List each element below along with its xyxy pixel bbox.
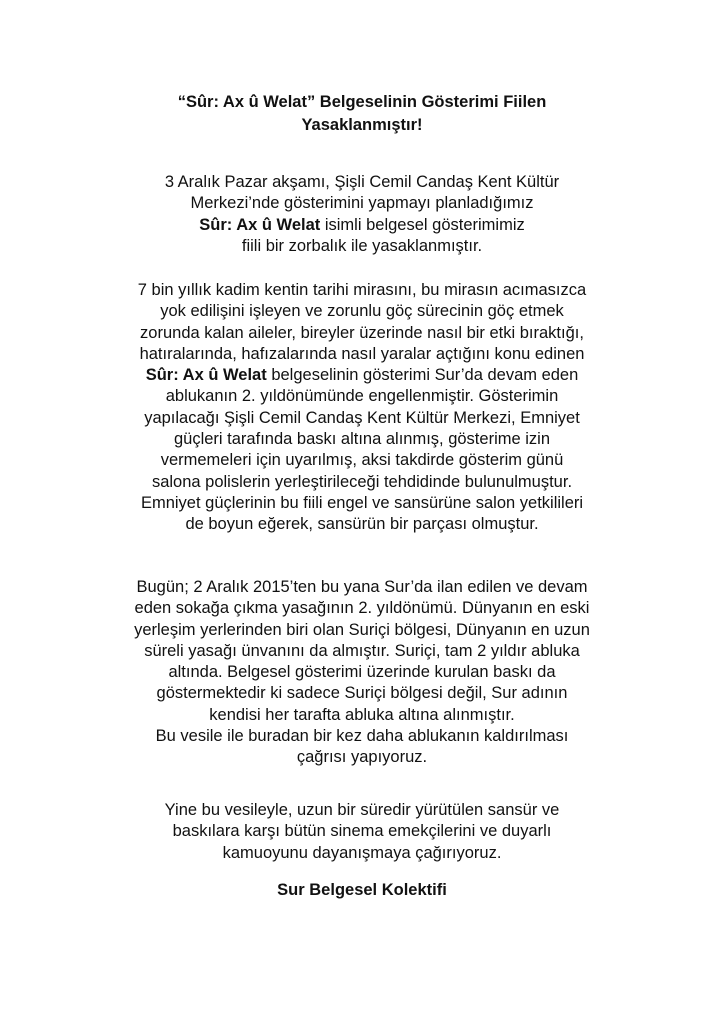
text-line: süreli yasağı ünvanını da almıştır. Suriçi, tam 2 yıldır abluka bbox=[144, 641, 580, 660]
text-line: çağrısı yapıyoruz. bbox=[296, 748, 428, 767]
text-line: zorunda kalan aileler, bireyler üzerinde nasıl bir etki bıraktığı, bbox=[140, 323, 584, 342]
text-line: hatıralarında, hafızalarında nasıl yaralar açtığını konu edinen bbox=[139, 344, 585, 363]
text-segment: belgeselinin gösterimi Sur’da devam eden bbox=[266, 366, 579, 385]
text-line: de boyun eğerek, sansürün bir parçası olmuştur. bbox=[185, 515, 539, 534]
paragraph-film-description bbox=[80, 280, 644, 536]
text-line: göstermektedir ki sadece Suriçi bölgesi değil, Sur adının bbox=[156, 684, 568, 703]
text-line bbox=[80, 365, 644, 386]
text-line: Bu vesile ile buradan bir kez daha ablukanın kaldırılması bbox=[155, 727, 569, 746]
paragraph-screening-banned bbox=[80, 172, 644, 257]
text-line: Merkezi’nde gösterimini yapmayı planladığımız bbox=[190, 194, 534, 213]
text-line: 7 bin yıllık kadim kentin tarihi mirasını, bu mirasın acımasızca bbox=[137, 281, 587, 299]
text-line: salona polislerin yerleştirileceği tehdidinde bulunulmuştur. bbox=[151, 472, 573, 491]
statement-title bbox=[100, 91, 624, 137]
text-line: Emniyet güçlerinin bu fiili engel ve sansürüne salon yetkilileri bbox=[140, 493, 584, 512]
signature: Sur Belgesel Kolektifi bbox=[277, 881, 447, 899]
text-line: eden sokağa çıkma yasağının 2. yıldönümü. Dünyanın en eski bbox=[134, 599, 590, 618]
text-line: 3 Aralık Pazar akşamı, Şişli Cemil Candaş Kent Kültür bbox=[164, 173, 560, 191]
paragraph-curfew-anniversary bbox=[80, 577, 644, 769]
text-line: Bugün; 2 Aralık 2015’ten bu yana Sur’da ilan edilen ve devam bbox=[136, 578, 588, 596]
text-line: fiili bir zorbalık ile yasaklanmıştır. bbox=[241, 236, 483, 255]
text-line: kendisi her tarafta abluka altına alınmıştır. bbox=[209, 705, 515, 724]
text-segment: isimli belgesel gösterimimiz bbox=[320, 215, 525, 234]
text-line: ablukanın 2. yıldönümünde engellenmiştir. Gösterimin bbox=[165, 387, 559, 406]
text-line: Yine bu vesileyle, uzun bir süredir yürütülen sansür ve bbox=[164, 801, 560, 819]
text-line: kamuoyunu dayanışmaya çağırıyoruz. bbox=[222, 843, 502, 862]
film-title-bold: Sûr: Ax û Welat bbox=[145, 366, 267, 385]
text-line: güçleri tarafında baskı altına alınmış, gösterime izin bbox=[173, 430, 550, 449]
paragraph-solidarity-call bbox=[80, 800, 644, 864]
text-line: altında. Belgesel gösterimi üzerinde kurulan baskı da bbox=[168, 663, 556, 682]
title-line: “Sûr: Ax û Welat” Belgeselinin Gösterimi Fiilen bbox=[177, 93, 547, 111]
text-line: yerleşim yerlerinden biri olan Suriçi bölgesi, Dünyanın en uzun bbox=[134, 620, 590, 639]
text-line: vermemeleri için uyarılmış, aksi takdirde gösterim günü bbox=[160, 451, 564, 470]
text-line: baskılara karşı bütün sinema emekçilerini ve duyarlı bbox=[172, 822, 552, 841]
film-title-bold: Sûr: Ax û Welat bbox=[199, 215, 321, 234]
text-line: yapılacağı Şişli Cemil Candaş Kent Kültür Merkezi, Emniyet bbox=[144, 408, 580, 427]
title-line: Yasaklanmıştır! bbox=[301, 116, 423, 134]
text-line bbox=[80, 215, 644, 236]
text-line: yok edilişini işleyen ve zorunlu göç sürecinin göç etmek bbox=[160, 302, 564, 321]
